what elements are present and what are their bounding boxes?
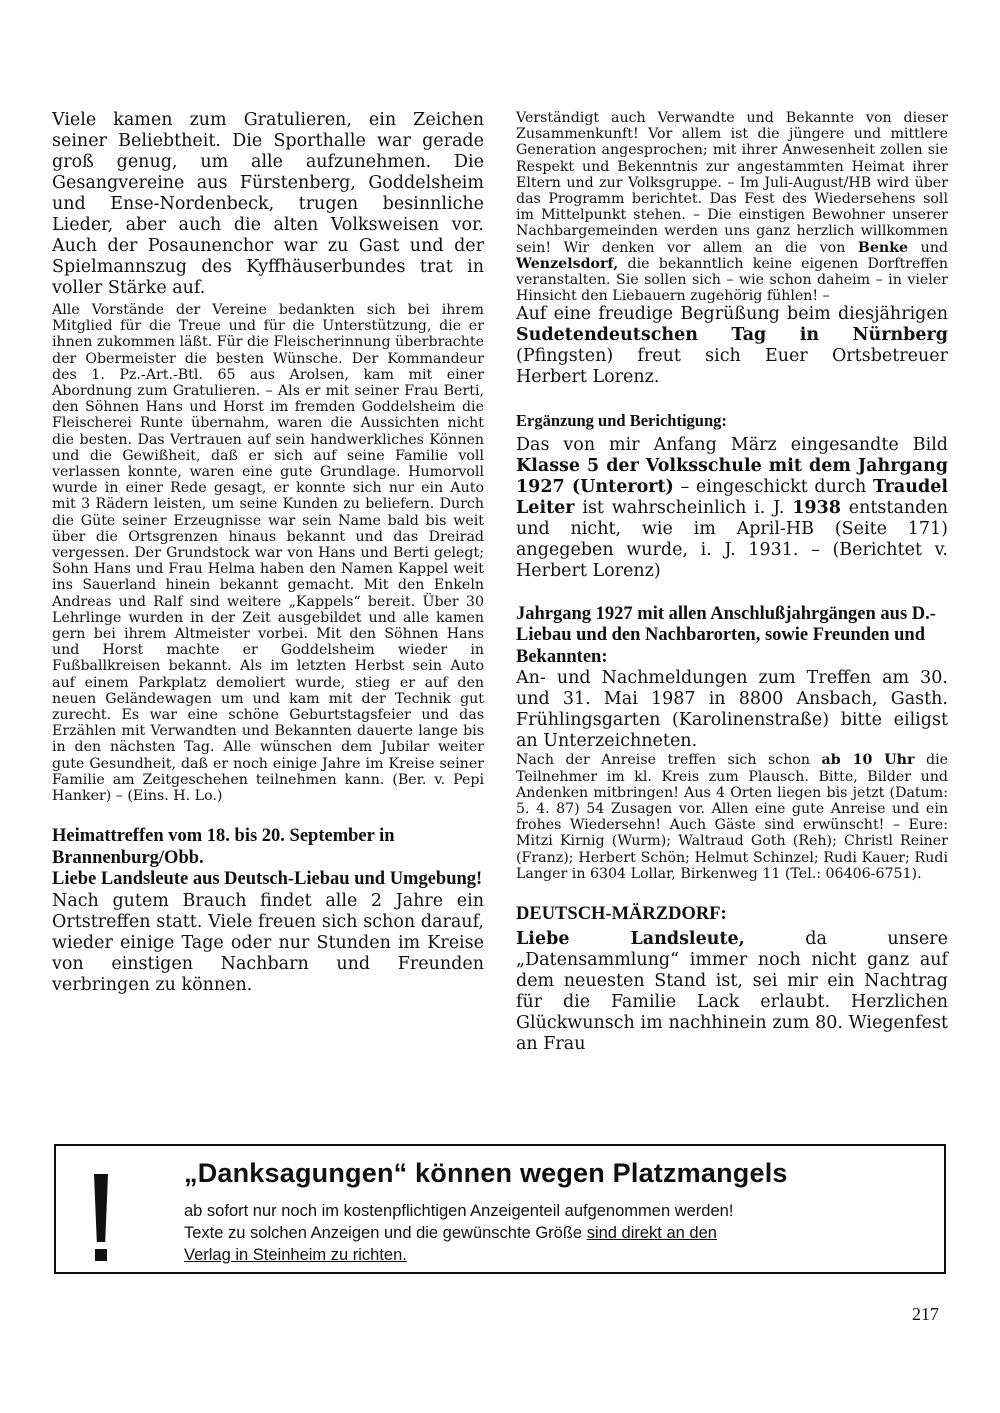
paragraph-associations: Alle Vorstände der Vereine bedankten sich bei ihrem Mitglied für die Treue und für die Unterstützung, die er ihnen zukommen läßt. Für die Fleischerinnung überbrachte der Obermeister die besten Wünsche. Der Kommandeur des 1. Pz.-Art.-Btl. 65 aus Arolsen, kam mit einer Abordnung zum Gratulieren. – Als er mit seiner Frau Berti, den Söhnen Hans und Horst im fremden Goddelsheim die Fleischerei Runte übernahm, waren die Aussichten nicht die besten. Das Vertrauen auf sein handwerkliches Können und die Gewißheit, daß er sich auf seine Familie voll verlassen konnte, waren eine gute Grundlage. Humorvoll wurde in einer Rede gesagt, er konnte sich nur ein Auto mit 3 Rädern leisten, um seine Kunden zu beliefern. Durch die Güte seiner Erzeugnisse war sein Name bald bis weit über die Ortsgrenzen hinaus bekannt und das Dreirad vergessen. Der Grundstock war von Hans und Berti gelegt; Sohn Hans und Frau Helma haben den Namen Kappel weit ins Sauerland hinein bekannt gemacht. Mit den Enkeln Andreas und Ralf sind weitere „Kappels“ bereit. Über 30 Lehrlinge wurden in der Zeit ausgebildet und alle kamen gern bei ihrem Altmeister vorbei. Mit den Söhnen Hans und Horst machte er Goddelsheim wieder in Fußballkreisen bekannt. Als im letzten Herbst sein Auto auf einem Parkplatz demoliert wurde, stieg er auf den neuen Geländewagen um und kam mit der Technik gut zurecht. Es war eine schöne Geburtstagsfeier und das Erzählen mit Verwandten und Bekannten dauerte lange bis in den nächsten Tag. Alle wünschen dem Jubilar weiter gute Gesundheit, daß er noch einige Jahre im Kreise seiner Familie am Zeitgeschehen teilnehmen kann. (Ber. v. Pepi Hanker) – (Eins. H. Lo.) bbox=[52, 302, 484, 805]
paragraph-anmeldungen: An- und Nachmeldungen zum Treffen am 30. und 31. Mai 1987 in 8800 Ansbach, Gasth. Frühlingsgarten (Karolinenstraße) bitte eiligst an Unterzeichneten. bbox=[516, 668, 948, 752]
notice-box bbox=[54, 1144, 946, 1274]
notice-line-1: ab sofort nur noch im kostenpflichtigen Anzeigenteil aufgenommen werden! bbox=[184, 1202, 734, 1220]
heading-deutsch-maerzdorf: DEUTSCH-MÄRZDORF: bbox=[516, 904, 727, 925]
heading-ergaenzung: Ergänzung und Berichtigung: bbox=[516, 411, 727, 431]
right-column bbox=[516, 110, 948, 1055]
heading-jahrgang-1927: Jahrgang 1927 mit allen Anschlußjahrgängen aus D.-Liebau und den Nachbarorten, sowie Freunden und Bekannten: bbox=[516, 603, 936, 667]
page-number: 217 bbox=[912, 1304, 939, 1324]
heading-heimattreffen: Heimattreffen vom 18. bis 20. September in Brannenburg/Obb. bbox=[52, 826, 395, 868]
paragraph-sudetendeutscher-tag: Auf eine freudige Begrüßung beim diesjährigen Sudetendeutschen Tag in Nürnberg (Pfingsten) freut sich Euer Ortsbetreuer Herbert Lorenz. bbox=[516, 304, 948, 388]
heading-landsleute: Liebe Landsleute aus Deutsch-Liebau und Umgebung! bbox=[52, 869, 483, 890]
notice-line-2: Texte zu solchen Anzeigen und die gewünschte Größe sind direkt an den bbox=[184, 1224, 717, 1242]
paragraph-datensammlung: Liebe Landsleute, da unsere „Datensammlung“ immer noch nicht ganz auf dem neuesten Stand ist, sei mir ein Nachtrag für die Familie Lack erlaubt. Herzlichen Glückwunsch im nachhinein zum 80. Wiegenfest an Frau bbox=[516, 928, 948, 1054]
notice-text bbox=[184, 1200, 924, 1266]
notice-line-3: Verlag in Steinheim zu richten. bbox=[184, 1246, 407, 1264]
paragraph-anreise: Nach der Anreise treffen sich schon ab 10 Uhr die Teilnehmer im kl. Kreis zum Plausch. Bitte, Bilder und Andenken mitbringen! Aus 4 Orten liegen bis jetzt (Datum: 5. 4. 87) 54 Zusagen vor. Allen eine gute Anreise und ein frohes Wiedersehn! Auch Gäste sind erwünscht! – Eure: Mitzi Kirnig (Wurm); Waltraud Goth (Reh); Christl Reiner (Franz); Herbert Schön; Helmut Schinzel; Rudi Kauer; Rudi Langer in 6304 Lollar, Birkenweg 11 (Tel.: 06406-6751). bbox=[516, 752, 949, 882]
left-column bbox=[52, 110, 484, 996]
paragraph-celebration: Viele kamen zum Gratulieren, ein Zeichen seiner Beliebtheit. Die Sporthalle war gerade groß genug, um alle aufzunehmen. Die Gesangvereine aus Fürstenberg, Goddelsheim und Ense-Nordenbeck, trugen besinnliche Lieder, aber auch die alten Volksweisen vor. Auch der Posaunenchor war zu Gast und der Spielmannszug des Kyffhäuserbundes trat in voller Stärke auf. bbox=[52, 110, 484, 298]
paragraph-ortstreffen: Nach gutem Brauch findet alle 2 Jahre ein Ortstreffen statt. Viele freuen sich schon darauf, wieder einige Tage oder nur Stunden im Kreise von einstigen Nachbarn und Freunden verbringen zu können. bbox=[52, 890, 484, 995]
notice-title: „Danksagungen“ können wegen Platzmangels bbox=[184, 1158, 788, 1188]
paragraph-verstaendigt: Verständigt auch Verwandte und Bekannte von dieser Zusammenkunft! Vor allem ist die jüngere und mittlere Generation angesprochen; mit ihrer Anwesenheit zollen sie Respekt und Bekenntnis zur angestammten Heimat ihrer Eltern und zur Volksgruppe. – Im Juli-August/HB wird über das Programm berichtet. Das Fest des Wiedersehens soll im Mittelpunkt stehen. – Die einstigen Bewohner unserer Nachbargemeinden werden uns ganz herzlich willkommen sein! Wir denken vor allem an die von Benke und Wenzelsdorf, die bekanntlich keine eigenen Dorftreffen veranstalten. Sie sollen sich – wie schon daheim – in vieler Hinsicht den Liebauern zugehörig fühlen! – bbox=[516, 110, 949, 305]
paragraph-ergaenzung: Das von mir Anfang März eingesandte Bild Klasse 5 der Volksschule mit dem Jahrgang 1927 (Unterort) – eingeschickt durch Traudel Leiter ist wahrscheinlich i. J. 1938 entstanden und nicht, wie im April-HB (Seite 171) angegeben wurde, i. J. 1931. – (Berichtet v. Herbert Lorenz) bbox=[516, 434, 948, 581]
exclamation-icon bbox=[76, 1160, 126, 1265]
